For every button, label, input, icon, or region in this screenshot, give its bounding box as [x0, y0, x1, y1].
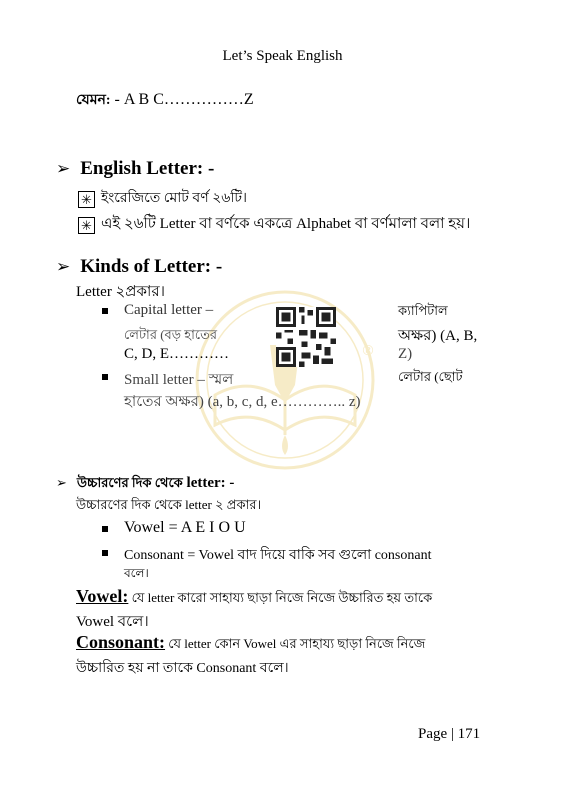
vowel-def-line-2: Vowel বলে।: [76, 614, 149, 630]
bullet-icon: [102, 308, 108, 314]
section-pronunciation-heading: [56, 474, 234, 495]
list-item-text: ইংরেজিতে মোট বর্ণ ২৬টি।: [101, 191, 248, 206]
list-item-text: এই ২৬টি Letter বা বর্ণকে একত্রে Alphabet বা বর্ণমালা বলা হয়।: [101, 216, 471, 232]
consonant-term: Consonant:: [76, 632, 166, 652]
registered-mark-icon: ®: [361, 343, 375, 359]
consonant-definition: [76, 632, 488, 656]
section-title: English Letter: -: [80, 158, 215, 179]
capital-line-3: C, D, E…………: [124, 346, 229, 362]
example-line: [76, 88, 254, 112]
small-right-1: লেটার (ছোট: [398, 369, 463, 384]
section-intro: উচ্চারণের দিক থেকে letter ২ প্রকার।: [76, 497, 262, 512]
section-title: Kinds of Letter: -: [80, 256, 223, 277]
section-english-letter-heading: [56, 158, 214, 180]
list-item: [78, 186, 247, 210]
capital-right-3: Z): [398, 346, 413, 362]
consonant-def-line-1: যে letter কোন Vowel এর সাহায্য ছাড়া নিজে নিজে: [165, 636, 426, 651]
vowel-bullet: Vowel = A E I O U: [124, 519, 246, 536]
vowel-term: Vowel:: [76, 586, 129, 606]
page-number: Page | 171: [418, 726, 481, 742]
consonant-def-line-2: উচ্চারিত হয় না তাকে Consonant বলে।: [76, 661, 289, 676]
small-line-1: Small letter – স্মল: [124, 372, 234, 388]
page-header: Let’s Speak English: [222, 48, 343, 64]
capital-line-2: লেটার (বড় হাতের: [124, 327, 218, 342]
capital-right-1: ক্যাপিটাল: [398, 303, 448, 318]
consonant-bullet-line-2: বলে।: [124, 566, 149, 580]
bullet-icon: [102, 526, 108, 532]
example-label: যেমন:: [76, 93, 111, 108]
box-star-icon: ✳: [78, 217, 95, 234]
arrow-icon: ➢: [56, 475, 67, 490]
example-text: - A B C……………Z: [110, 91, 254, 108]
section-intro: Letter ২প্রকার।: [76, 284, 165, 300]
consonant-bullet-line-1: Consonant = Vowel বাদ দিয়ে বাকি সব গুলো consonant: [124, 548, 432, 563]
vowel-def-line-1: যে letter কারো সাহায্য ছাড়া নিজে নিজে উচ্চারিত হয় তাকে: [128, 590, 433, 605]
bullet-icon: [102, 550, 108, 556]
list-item: [78, 212, 470, 237]
section-kinds-heading: [56, 256, 222, 278]
capital-right-2: অক্ষর) (A, B,: [398, 328, 478, 344]
capital-line-1: Capital letter –: [124, 302, 214, 318]
section-title-bn: উচ্চারণের দিক থেকে: [76, 475, 183, 490]
small-line-2: হাতের অক্ষর) (a, b, c, d, e………….. z): [124, 394, 361, 410]
arrow-icon: ➢: [56, 159, 71, 178]
box-star-icon: ✳: [78, 191, 95, 208]
vowel-definition: [76, 586, 488, 610]
arrow-icon: ➢: [56, 257, 71, 276]
section-title-en: letter: -: [182, 475, 235, 491]
bullet-icon: [102, 374, 108, 380]
qr-code-icon: [276, 306, 336, 368]
